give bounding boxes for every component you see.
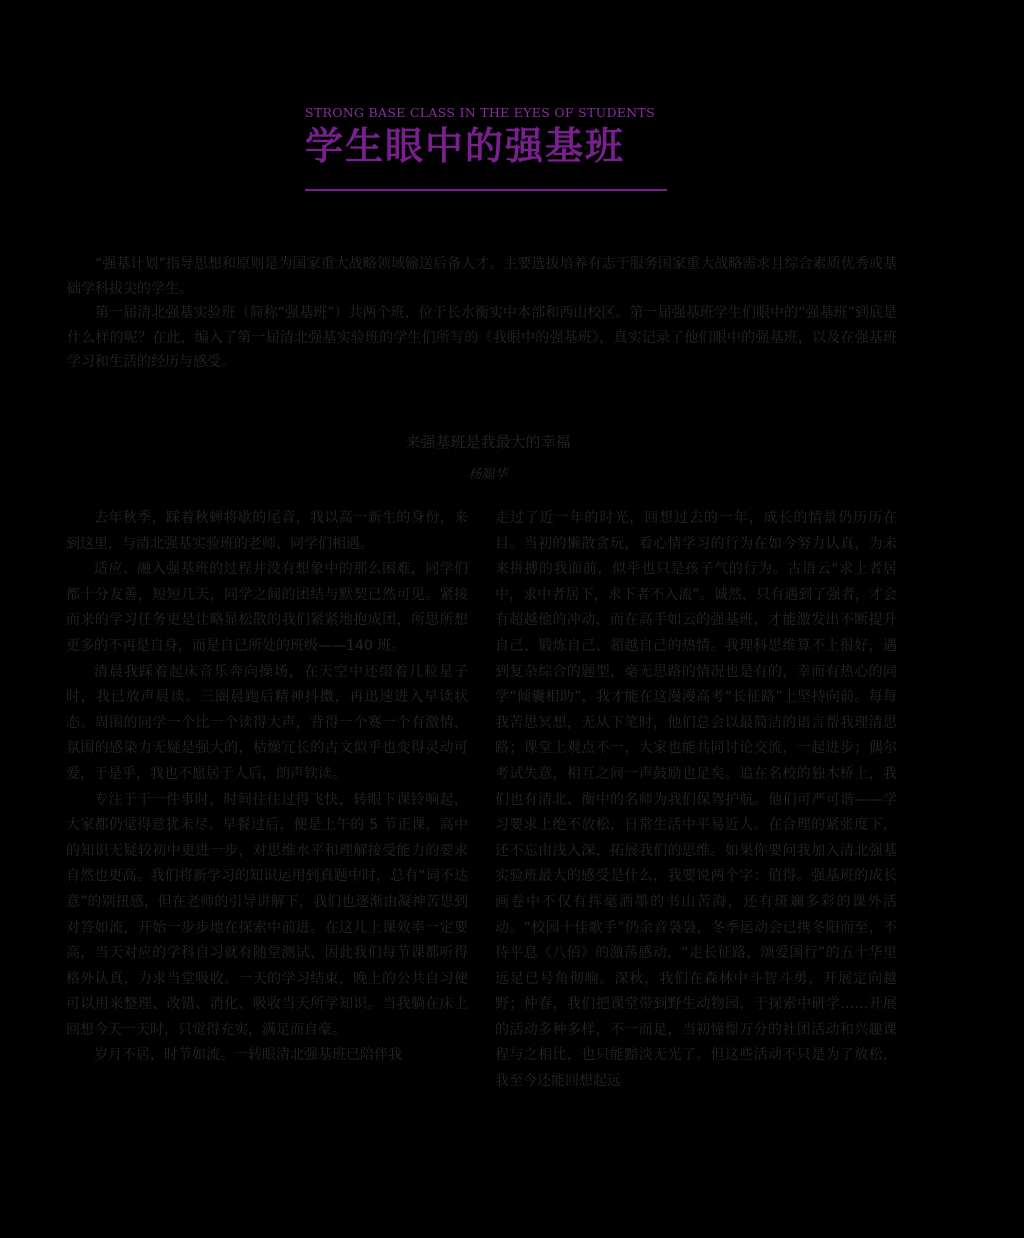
intro-paragraph: 第一届清北强基实验班（简称“强基班”）共两个班，位于长水衡实中本部和西山校区。第一届强基班学生们眼中的“强基班”到底是什么样的呢？在此，编入了第一届清北强基实验班的学生们所写的《我眼中的强基班》，真实记录了他们眼中的强基班，以及在强基班学习和生活的经历与感受。: [67, 305, 897, 370]
intro-section: [67, 252, 897, 375]
right-column: [495, 506, 897, 1170]
article-header: [305, 105, 685, 169]
chinese-title: 学生眼中的强基班: [305, 124, 626, 168]
article-author: 杨聪华: [468, 467, 508, 482]
body-paragraph: 清晨我踩着起床音乐奔向操场，在天空中还缀着几粒星子时，我已放声晨读。三圈晨跑后精神抖擞，再迅速进入早读状态。周围的同学一个比一个读得大声，背得一个赛一个有激情，氛围的感染力无疑是强大的，枯燥冗长的古文似乎也变得灵动可爱，于是乎，我也不愿居于人后，朗声铁读。: [66, 663, 468, 782]
body-paragraph: 走过了近一年的时光，回想过去的一年，成长的情景仍历历在目。当初的懒散贪玩，看心情学习的行为在如今努力认真，为未来拼搏的我面前，似乎也只是孩子气的行为。古语云“求上者居中，求中者居下，求下者不入流”。诚然，只有遇到了强者，才会有超越他的冲动，而在高手如云的强基班，才能激发出不断提升自己、锻炼自己、超越自己的热情。我理科思维算不上很好，遇到复杂综合的题型，毫无思路的情况也是有的，幸而有热心的同学“倾囊相助”，我才能在这漫漫高考“长征路”上坚持向前。每每我苦思冥想，无从下笔时，他们总会以最简洁的语言帮我理清思路；课堂上观点不一，大家也能共同讨论交流，一起进步；偶尔考试失意，相互之间一声鼓励也足矣。追在名校的独木桥上，我们也有清北、衡中的名师为我们保驾护航。他们可严可谐——学习要求上绝不放松，日常生活中平易近人。在合理的紧张度下，还不忘由浅入深，拓展我们的思维。如果你要问我加入清北强基实验班最大的感受是什么，我要说两个字：值得。强基班的成长画卷中不仅有挥毫洒墨的书山苦海，还有斑斓多彩的课外活动。“校园十佳歌手”仍余音袅袅，冬季运动会已携冬阳而至，不待平息《八佰》的激荡感动，“走长征路，颂爱国行”的五十华里远足已号角彻响。深秋，我们在森林中斗智斗勇，开展定向越野；仲春，我们把课堂带到野生动物园，于探索中研学……开展的活动多种多样，不一而足，当初憧憬万分的社团活动和兴趣课程与之相比，也只能黯淡无光了。但这些活动不只是为了放松，我至今还能回想起远: [495, 510, 897, 1090]
left-column: [66, 506, 468, 1170]
intro-paragraph: “强基计划”指导思想和原则是为国家重大战略领域输送后备人才。主要选拔培养有志于服务国家重大战略需求且综合素质优秀或基础学科拔尖的学生。: [67, 256, 897, 297]
english-title: STRONG BASE CLASS IN THE EYES OF STUDENTS: [305, 105, 655, 120]
article-title: 来强基班是我最大的幸福: [405, 433, 571, 451]
body-paragraph: 去年秋季，踩着秋蝉将歇的尾音，我以高一新生的身份，来到这里，与清北强基实验班的老师、同学们相遇。: [66, 510, 468, 552]
body-paragraph: 岁月不居，时节如流。一转眼清北强基班已陪伴我: [94, 1047, 402, 1064]
body-paragraph: 适应、融入强基班的过程并没有想象中的那么困难，同学们都十分友善，短短几天，同学之间的团结与默契已然可见。紧接而来的学习任务更是让略显松散的我们紧紧地抱成团，所思所想更多的不再是自身，而是自己所处的班级——140 班。: [66, 561, 468, 654]
title-underline: [305, 189, 667, 191]
body-paragraph: 专注于干一件事时，时间往往过得飞快，转眼下课铃响起，大家都仍觉得意犹未尽。早餐过后，便是上午的 5 节正课，高中的知识无疑较初中更进一步，对思维水平和理解接受能力的要求自然也更高。我们将新学习的知识运用到真题中时，总有“词不达意”的别扭感，但在老师的引导讲解下，我们也逐渐由凝神苦思到对答如流，开始一步步地在探索中前进。在这儿上课效率一定要高，当天对应的学科自习就有随堂测试，因此我们每节课都听得格外认真，力求当堂吸收。一天的学习结束，晚上的公共自习便可以用来整理、改错、消化、吸收当天所学知识。当我躺在床上回想今天一天时，只觉得充实，满足而自豪。: [66, 791, 468, 1038]
